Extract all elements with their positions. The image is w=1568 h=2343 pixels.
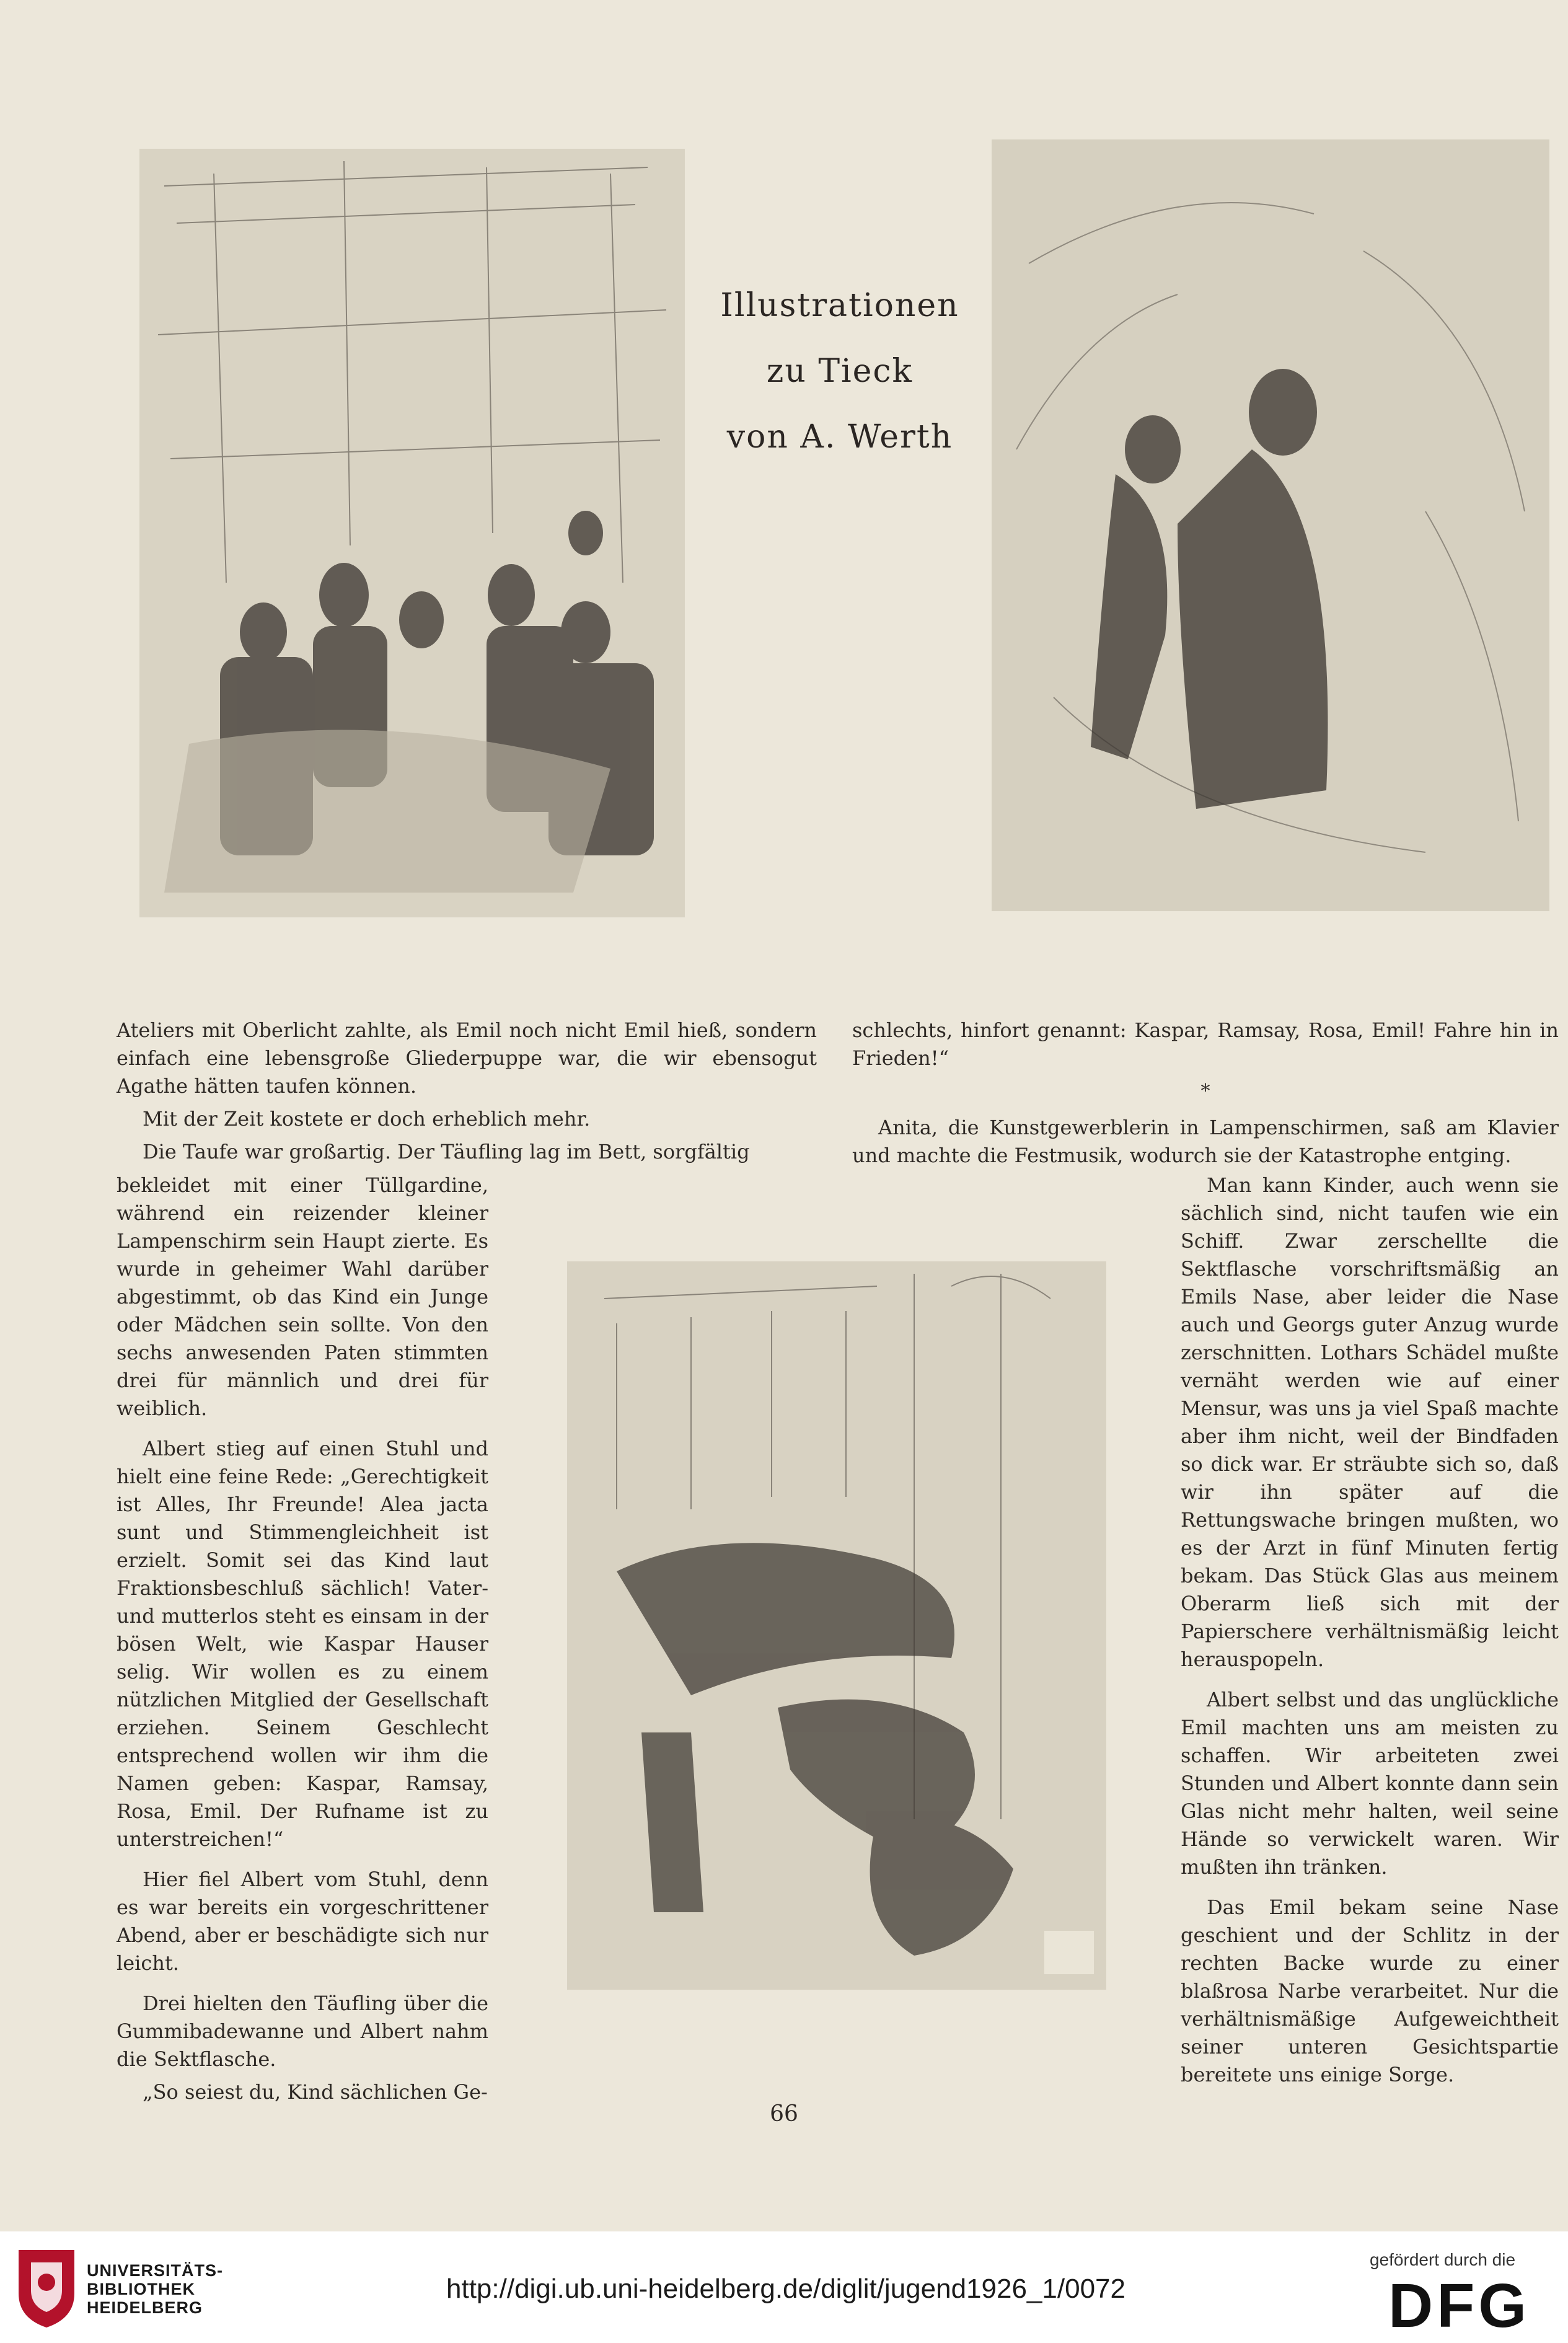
institution-name (87, 2261, 223, 2317)
page-number: 66 (770, 2101, 798, 2127)
paragraph: Die Taufe war großartig. Der Täufling lag im Bett, sorgfältig (143, 1140, 750, 1163)
institution-line: BIBLIOTHEK (87, 2280, 195, 2298)
title-line-1: Illustrationen (720, 287, 959, 324)
title-line-2: zu Tieck (766, 353, 914, 390)
left-column-narrow (117, 1172, 488, 2111)
illustration-banquet (139, 149, 685, 917)
section-separator: * (1200, 1080, 1210, 1102)
funding-caption: gefördert durch die (1370, 2250, 1516, 2269)
paragraph: „So seiest du, Kind sächlichen Ge- (143, 2080, 488, 2104)
right-column-top (852, 1017, 1559, 1175)
dfg-logo: DFG (1388, 2271, 1531, 2341)
illustration-embrace (992, 139, 1549, 911)
illustration-street-scene (567, 1261, 1106, 1990)
paragraph: Man kann Kinder, auch wenn sie sächlich sind, nicht taufen wie ein Schiff. Zwar zerschellte die Sektflasche vorschriftsmäßig an Emils Nase, aber leider die Nase auch und Georgs guter Anzug wurde zerschnitten. Lothars Schädel mußte vernäht werden wie auf einer Mensur, was uns ja viel Spaß machte aber ihm nicht, weil der Bindfaden so dick war. Er sträubte sich so, daß wir ihn später auf die Rettungswache bringen mußten, wo es der Arzt in fünf Minuten fertig bekam. Das Stück Glas aus meinem Oberarm ließ sich mit der Papierschere verhältnismäßig leicht herauspopeln. (1181, 1173, 1559, 1671)
paragraph: Hier fiel Albert vom Stuhl, denn es war bereits ein vorgeschrittener Abend, aber er beschädigte sich nur leicht. (117, 1868, 488, 1975)
institution-line: HEIDELBERG (87, 2298, 203, 2317)
paragraph: bekleidet mit einer Tüllgardine, während ein reizender kleiner Lampenschirm sein Haupt zierte. Es wurde in geheimer Wahl darüber abgestimmt, ob das Kind ein Junge oder Mädchen sein sollte. Von den sechs anwesenden Paten stimmten drei für männlich und drei für weiblich. (117, 1173, 488, 1420)
illustrations-title (703, 273, 976, 470)
paragraph: schlechts, hinfort genannt: Kaspar, Ramsay, Rosa, Emil! Fahre hin in Frieden!“ (852, 1018, 1559, 1070)
paragraph: Albert stieg auf einen Stuhl und hielt eine feine Rede: „Gerechtigkeit ist Alles, Ihr Freunde! Alea jacta sunt und Stimmengleichheit ist erzielt. Somit sei das Kind laut Fraktionsbeschluß sächlich! Vater- und mutterlos steht es einsam in der bösen Welt, wie Kaspar Hauser selig. Wir wollen es zu einem nützlichen Mitglied der Gesellschaft erziehen. Seinem Geschlecht entsprechend wollen wir ihm die Namen geben: Kaspar, Ramsay, Rosa, Emil. Der Rufname ist zu unterstreichen!“ (117, 1437, 488, 1851)
paragraph: Das Emil bekam seine Nase geschient und der Schlitz in der rechten Backe wurde zu einer blaßrosa Narbe verarbeitet. Nur die verhältnismäßige Aufgeweichtheit seiner unteren Gesichtspartie bereitete uns einige Sorge. (1181, 1895, 1559, 2086)
paragraph: Ateliers mit Oberlicht zahlte, als Emil noch nicht Emil hieß, sondern einfach eine lebensgroße Gliederpuppe war, die wir ebensogut Agathe hätten taufen können. (117, 1018, 817, 1098)
paragraph: Drei hielten den Täufling über die Gummibadewanne und Albert nahm die Sektflasche. (117, 1992, 488, 2071)
paragraph: Mit der Zeit kostete er doch erheblich mehr. (143, 1107, 591, 1131)
left-column-top (117, 1017, 817, 1171)
paragraph: Albert selbst und das unglückliche Emil machten uns am meisten zu schaffen. Wir arbeiteten zwei Stunden und Albert konnte dann sein Glas nicht mehr halten, weil seine Hände so verwickelt waren. Wir mußten ihn tränken. (1181, 1688, 1559, 1879)
viewer-footer (0, 2231, 1568, 2343)
paragraph: Anita, die Kunstgewerblerin in Lampenschirmen, saß am Klavier und machte die Festmusik, wodurch sie der Katastrophe entging. (852, 1116, 1559, 1167)
document-url-link[interactable]: http://digi.ub.uni-heidelberg.de/diglit/jugend1926_1/0072 (446, 2274, 1125, 2304)
university-seal-icon (12, 2244, 81, 2331)
right-column-narrow (1181, 1172, 1559, 2094)
title-line-3: von A. Werth (726, 418, 953, 456)
institution-line: UNIVERSITÄTS- (87, 2261, 224, 2280)
